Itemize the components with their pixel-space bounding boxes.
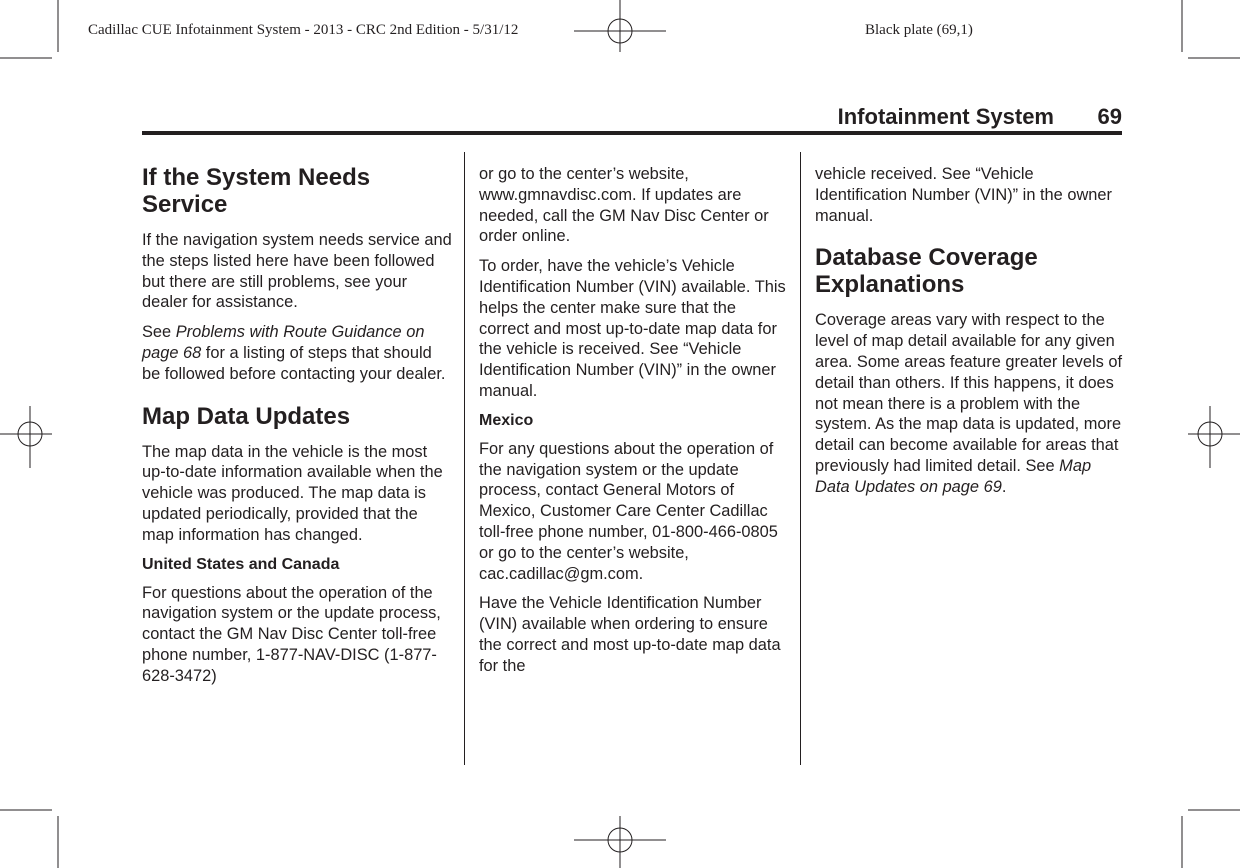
cross-reference-link[interactable]: Map Data Updates on page 69 (815, 456, 1092, 496)
registration-mark-left (0, 406, 52, 468)
cross-reference-link[interactable]: Problems with Route Guidance on page 68 (142, 323, 425, 362)
column-2 (479, 164, 789, 686)
registration-mark-bottom (574, 816, 666, 868)
paragraph: For any questions about the operation of the navigation system or the update process, contact General Motors of Mexico, Customer Care Center Cadillac toll-free phone number, 01-800-466-0805 or go to the center’s website, cac.cadillac@gm.com. (479, 439, 778, 583)
paragraph: For questions about the operation of the navigation system or the update process, contact the GM Nav Disc Center toll-free phone number, 1-877-NAV-DISC (1-877-628-3472) (142, 583, 441, 685)
column-divider-2 (800, 152, 801, 765)
column-1 (142, 164, 452, 696)
registration-mark-top (574, 0, 666, 52)
section-title: Infotainment System (837, 104, 1054, 129)
heading-system-service: If the System Needs Service (142, 164, 371, 218)
running-header (142, 104, 1122, 132)
paragraph: To order, have the vehicle’s Vehicle Identification Number (VIN) available. This helps the center make sure that the correct and most up-to-date map data for the vehicle is received. See “Vehicle Identification Number (VIN)” in the owner manual. (479, 257, 786, 400)
paragraph: The map data in the vehicle is the most up-to-date information available when the vehicle was produced. The map data is updated periodically, provided that the map information has changed. (142, 442, 443, 544)
column-divider-1 (464, 152, 465, 765)
page-number: 69 (1097, 104, 1122, 129)
heading-database-coverage: Database Coverage Explanations (815, 244, 1038, 299)
heading-map-data-updates: Map Data Updates (142, 402, 351, 430)
paragraph: or go to the center’s website, www.gmnavdisc.com. If updates are needed, call the GM Nav Disc Center or order online. (479, 165, 769, 246)
column-3 (815, 164, 1125, 507)
paragraph: Have the Vehicle Identification Number (VIN) available when ordering to ensure the correct and most up-to-date map data for the (479, 594, 781, 675)
print-header-left: Cadillac CUE Infotainment System - 2013 - CRC 2nd Edition - 5/31/12 (88, 22, 519, 38)
header-rule (142, 131, 1122, 135)
subheading-mexico: Mexico (479, 411, 534, 429)
subheading-us-canada: United States and Canada (142, 555, 340, 573)
registration-mark-right (1188, 406, 1240, 468)
paragraph: Coverage areas vary with respect to the level of map detail available for any given area. Some areas feature greater levels of detail than others. If this happens, it does not mean there is a problem with the system. As the map data is updated, more detail can become available for areas that previously had limited detail. See Map Data Updates on page 69. (815, 311, 1123, 496)
paragraph: If the navigation system needs service and the steps listed here have been followed but there are still problems, see your dealer for assistance. (142, 231, 452, 312)
paragraph: vehicle received. See “Vehicle Identification Number (VIN)” in the owner manual. (815, 165, 1112, 225)
paragraph: See Problems with Route Guidance on page 68 for a listing of steps that should be followed before contacting your dealer. (142, 323, 446, 383)
print-header-right: Black plate (69,1) (865, 22, 973, 38)
